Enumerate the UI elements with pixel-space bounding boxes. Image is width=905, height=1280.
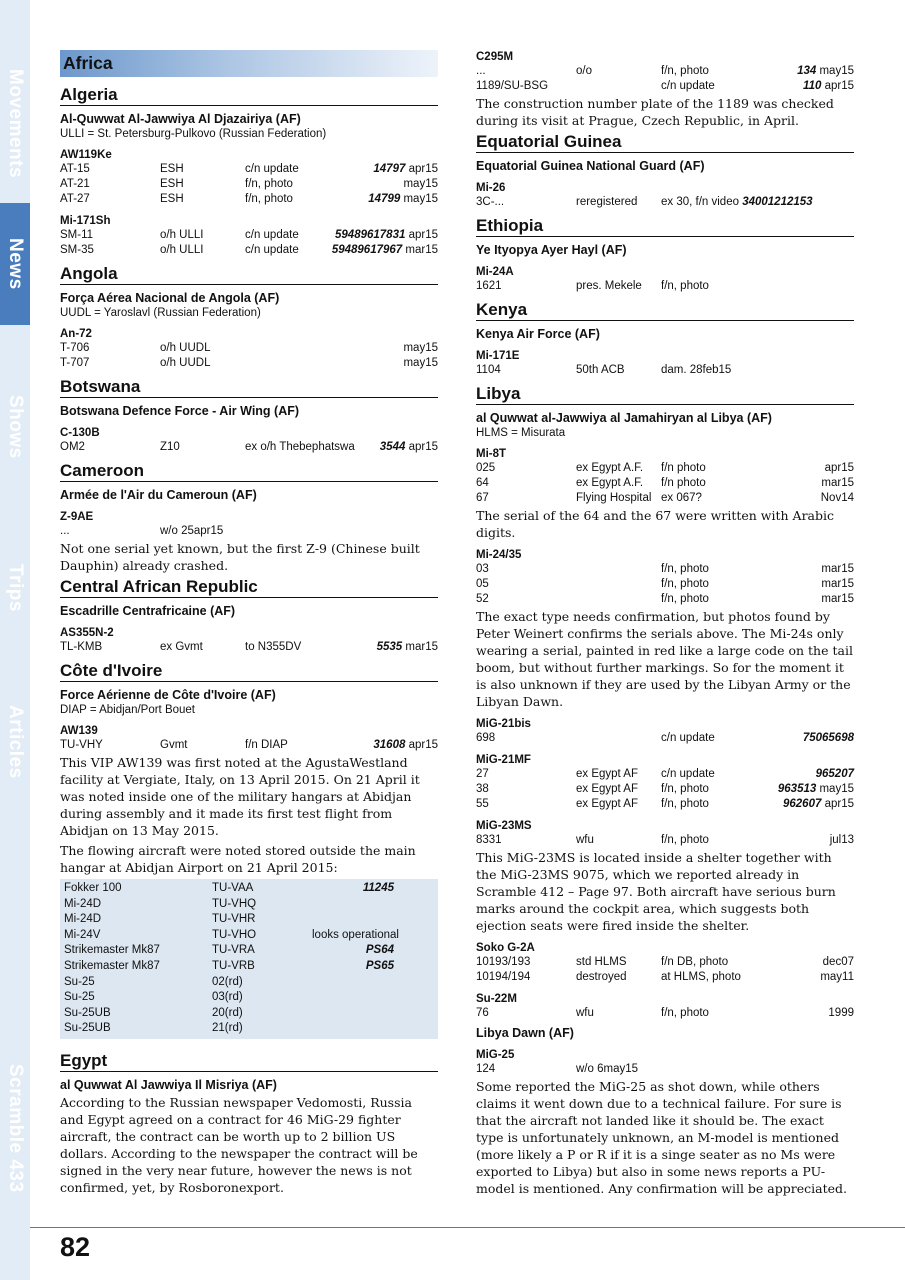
unit-heading: Libya Dawn (AF): [476, 1026, 574, 1040]
field-status: ex Egypt AF: [576, 768, 639, 780]
record-row: [476, 562, 854, 577]
serial: 1189/SU-BSG: [476, 80, 549, 92]
region-heading: Africa: [60, 50, 438, 77]
serial: 52: [476, 593, 489, 605]
country-heading: Equatorial Guinea: [476, 132, 854, 153]
serial: T-707: [60, 357, 90, 369]
stored-type: Su-25UB: [64, 1006, 111, 1019]
serial: 76: [476, 1007, 489, 1019]
sidebar: [0, 0, 30, 1280]
country-heading: Libya: [476, 384, 854, 405]
cn-date: [332, 243, 438, 258]
country-heading: Algeria: [60, 85, 438, 106]
field-status: destroyed: [576, 971, 627, 983]
cn-date: [335, 228, 438, 243]
stored-reg: TU-VRB: [212, 959, 255, 972]
field-status: ex Egypt AF: [576, 783, 639, 795]
aircraft-type: Mi-8T: [476, 448, 507, 460]
serial: 698: [476, 732, 496, 744]
field-note: f/n photo: [661, 462, 706, 474]
date: may15: [819, 65, 854, 77]
field-status: o/h ULLI: [160, 229, 204, 241]
unit-heading: Força Aérea Nacional de Angola (AF): [60, 291, 280, 305]
date: 1999: [828, 1007, 854, 1019]
tab-articles[interactable]: Articles: [5, 705, 26, 779]
tab-shows[interactable]: Shows: [5, 395, 26, 459]
field-note: c/n update: [245, 244, 299, 256]
construction-number: 134: [797, 65, 817, 77]
field-status: pres. Mekele: [576, 280, 642, 292]
aircraft-type: AS355N-2: [60, 627, 114, 639]
record-row: [60, 228, 438, 243]
field-note: c/n update: [245, 163, 299, 175]
date: may15: [819, 783, 854, 795]
construction-number: 14799: [368, 193, 401, 205]
country-heading: Kenya: [476, 300, 854, 321]
record-row: [476, 491, 854, 506]
record-row: [476, 955, 854, 970]
field-status: wfu: [576, 1007, 594, 1019]
serial: 67: [476, 492, 489, 504]
right-column: [476, 50, 854, 1200]
serial: 3C-...: [476, 196, 505, 208]
stored-reg: 02(rd): [212, 975, 243, 988]
unit-heading: Force Aérienne de Côte d'Ivoire (AF): [60, 688, 276, 702]
record-row: [60, 524, 438, 539]
cn-date: [377, 640, 438, 655]
construction-number: 31608: [373, 739, 406, 751]
field-note: f/n, photo: [661, 1007, 709, 1019]
date: apr15: [824, 80, 854, 92]
cn-date: [783, 797, 854, 812]
date: apr15: [824, 462, 854, 474]
field-note: f/n, photo: [661, 578, 709, 590]
construction-number: 14797: [373, 163, 406, 175]
cn-date: [821, 577, 854, 592]
field-status: Z10: [160, 441, 180, 453]
base-code: UUDL = Yaroslavl (Russian Federation): [60, 307, 261, 319]
date: jul13: [829, 834, 854, 846]
aircraft-type: Soko G-2A: [476, 942, 535, 954]
field-note: f/n, photo: [245, 193, 293, 205]
record-row: [476, 797, 854, 812]
record-row: [476, 782, 854, 797]
stored-reg: TU-VHQ: [212, 897, 257, 910]
aircraft-type: An-72: [60, 328, 92, 340]
field-note: f/n, photo: [661, 593, 709, 605]
country-heading: Egypt: [60, 1051, 438, 1072]
record-row: [476, 279, 854, 294]
country-heading: Côte d'Ivoire: [60, 661, 438, 682]
construction-number: 59489617831: [335, 229, 406, 241]
record-row: [476, 79, 854, 94]
body-text: This VIP AW139 was first noted at the AgustaWestland facility at Vergiate, Italy, on 13 April 2015. On 21 April it was noted inside one of the military hangars at Abidjan during assembly and it made its first test flight from Abidjan on 13 May 2015.: [60, 755, 420, 838]
field-status: Flying Hospital: [576, 492, 652, 504]
cn-date: [403, 177, 438, 192]
date: apr15: [408, 229, 438, 241]
serial: 10193/193: [476, 956, 531, 968]
stored-reg: 03(rd): [212, 991, 243, 1004]
aircraft-type: AW139: [60, 725, 98, 737]
field-status: ESH: [160, 178, 184, 190]
field-note: f/n, photo: [661, 783, 709, 795]
field-note: f/n, photo: [245, 178, 293, 190]
field-status: ex Egypt A.F.: [576, 477, 644, 489]
date: mar15: [821, 593, 854, 605]
cn-date: [821, 476, 854, 491]
unit-heading: Escadrille Centrafricaine (AF): [60, 604, 236, 618]
base-code: DIAP = Abidjan/Port Bouet: [60, 704, 196, 716]
field-note: f/n, photo: [661, 563, 709, 575]
aircraft-type: C-130B: [60, 427, 100, 439]
cn-date: [373, 738, 438, 753]
tab-scramble-433[interactable]: Scramble 433: [5, 1063, 26, 1193]
aircraft-type: Mi-171E: [476, 350, 520, 362]
serial: 64: [476, 477, 489, 489]
aircraft-type: Mi-24A: [476, 266, 514, 278]
record-row: [476, 833, 854, 848]
stored-type: Mi-24V: [64, 928, 101, 941]
aircraft-type: MiG-21MF: [476, 754, 531, 766]
serial: 55: [476, 798, 489, 810]
stored-aircraft-box: [60, 879, 438, 1039]
body-text: This MiG-23MS is located inside a shelter together with the MiG-23MS 9075, which we reported already in Scramble 412 – Page 97. Both aircraft have serious burn marks around the cockpit area, which suggests both ejection seats were fired inside the shelter.: [476, 850, 836, 933]
date: mar15: [405, 641, 438, 653]
aircraft-type: MiG-23MS: [476, 820, 532, 832]
stored-type: Strikemaster Mk87: [64, 944, 160, 957]
date: mar15: [821, 563, 854, 575]
unit-heading: Kenya Air Force (AF): [476, 327, 600, 341]
date: may11: [820, 971, 854, 983]
stored-row: [64, 928, 434, 944]
serial: ...: [60, 525, 70, 537]
serial: 8331: [476, 834, 502, 846]
field-note: ex 30, f/n video: [661, 196, 739, 208]
field-note: c/n update: [661, 80, 715, 92]
date: apr15: [408, 163, 438, 175]
date: may15: [403, 193, 438, 205]
cn-date: [823, 955, 854, 970]
cn-date: [403, 341, 438, 356]
body-text: The construction number plate of the 1189 was checked during its visit at Prague, Czech Republic, in April.: [476, 96, 834, 128]
cn-date: [797, 64, 854, 79]
stored-type: Mi-24D: [64, 913, 102, 926]
serial: 05: [476, 578, 489, 590]
field-note: f/n, photo: [661, 834, 709, 846]
record-row: [476, 195, 854, 210]
footer-rule: [30, 1227, 905, 1228]
aircraft-type: Su-22M: [476, 993, 517, 1005]
stored-type: Su-25: [64, 975, 95, 988]
record-row: [476, 731, 854, 746]
aircraft-type: MiG-25: [476, 1049, 515, 1061]
country-heading: Botswana: [60, 377, 438, 398]
record-row: [476, 592, 854, 607]
construction-number: 34001212153: [742, 196, 813, 208]
country-heading: Ethiopia: [476, 216, 854, 237]
date: may15: [403, 342, 438, 354]
record-row: [60, 440, 438, 455]
date: may15: [403, 178, 438, 190]
construction-number: 963513: [777, 783, 817, 795]
record-row: [476, 476, 854, 491]
unit-heading: Al-Quwwat Al-Jawwiya Al Djazairiya (AF): [60, 112, 301, 126]
cn-date: [816, 767, 854, 782]
field-status: o/h UUDL: [160, 357, 211, 369]
date: mar15: [405, 244, 438, 256]
date: mar15: [821, 578, 854, 590]
cn-date: [828, 1006, 854, 1021]
cn-date: [403, 356, 438, 371]
field-note: dam. 28feb15: [661, 364, 732, 376]
construction-number: 59489617967: [331, 244, 403, 256]
field-status: std HLMS: [576, 956, 627, 968]
record-row: [60, 177, 438, 192]
serial: 025: [476, 462, 496, 474]
aircraft-type: Mi-171Sh: [60, 215, 111, 227]
stored-note: looks operational: [312, 928, 399, 941]
cn-date: [830, 833, 854, 848]
field-note: f/n photo: [661, 477, 706, 489]
stored-row: [64, 1021, 434, 1037]
body-text: Not one serial yet known, but the first Z-9 (Chinese built Dauphin) already crashed.: [60, 541, 420, 573]
stored-row: [64, 990, 434, 1006]
field-note: f/n DB, photo: [661, 956, 729, 968]
serial: 03: [476, 563, 489, 575]
aircraft-type: MiG-21bis: [476, 718, 531, 730]
cn-date: [803, 79, 854, 94]
serial: SM-35: [60, 244, 94, 256]
cn-date: [380, 440, 438, 455]
stored-note: PS64: [365, 944, 394, 957]
stored-reg: TU-VRA: [212, 944, 255, 957]
construction-number: 5535: [376, 641, 403, 653]
cn-date: [778, 782, 854, 797]
serial: 38: [476, 783, 489, 795]
country-heading: Angola: [60, 264, 438, 285]
date: Nov14: [820, 492, 854, 504]
unit-heading: al Quwwat al-Jawwiya al Jamahiryan al Libya (AF): [476, 411, 772, 425]
stored-row: [64, 881, 434, 897]
cn-date: [368, 192, 438, 207]
country-heading: Cameroon: [60, 461, 438, 482]
aircraft-type: AW119Ke: [60, 149, 112, 161]
field-note: f/n, photo: [661, 65, 709, 77]
serial: SM-11: [60, 229, 94, 241]
tab-movements[interactable]: Movements: [5, 69, 26, 179]
field-status: o/h UUDL: [160, 342, 211, 354]
stored-row: [64, 897, 434, 913]
left-column: [60, 50, 438, 1199]
field-status: ex Gvmt: [160, 641, 203, 653]
date: apr15: [408, 441, 438, 453]
serial: 1621: [476, 280, 502, 292]
page-number: 82: [60, 1232, 91, 1262]
field-note: f/n, photo: [661, 280, 709, 292]
field-note: ex 067?: [661, 492, 702, 504]
record-row: [60, 738, 438, 753]
stored-reg: 21(rd): [212, 1022, 243, 1035]
serial: 10194/194: [476, 971, 531, 983]
serial: AT-15: [60, 163, 90, 175]
field-status: o/h ULLI: [160, 244, 204, 256]
serial: TL-KMB: [60, 641, 103, 653]
body-text: According to the Russian newspaper Vedomosti, Russia and Egypt agreed on a contract for 46 MiG-29 fighter aircraft, the contract can be worth up to 2 billion US dollars. According to the newspaper the contract will be signed in the very near future, however the news is not confirmed, yet, by Rosboronexport.: [60, 1094, 418, 1195]
field-status: reregistered: [576, 196, 638, 208]
construction-number: 75065698: [802, 732, 854, 744]
field-note: f/n DIAP: [245, 739, 288, 751]
date: may15: [403, 357, 438, 369]
serial: 1104: [476, 364, 501, 376]
serial: ...: [476, 65, 486, 77]
body-text: The exact type needs confirmation, but photos found by Peter Weinert confirms the serials above. The Mi-24s only wearing a serial, painted in red like a large code on the tail boom, but without further markings. So for the moment it is also unknown if they are used by the Libyan Army or the Libyan Dawn.: [476, 609, 853, 709]
date: dec07: [822, 956, 854, 968]
field-status: o/o: [576, 65, 592, 77]
record-row: [60, 640, 438, 655]
stored-note: PS65: [365, 959, 394, 972]
field-status: ex Egypt A.F.: [576, 462, 644, 474]
body-text: The serial of the 64 and the 67 were written with Arabic digits.: [476, 508, 835, 540]
aircraft-type: Z-9AE: [60, 511, 94, 523]
record-row: [60, 192, 438, 207]
field-status: ESH: [160, 193, 184, 205]
stored-reg: TU-VHO: [212, 928, 257, 941]
record-row: [476, 363, 854, 378]
cn-date: [821, 491, 854, 506]
field-status: ESH: [160, 163, 184, 175]
serial: T-706: [60, 342, 90, 354]
field-status: wfu: [576, 834, 594, 846]
stored-type: Mi-24D: [64, 897, 102, 910]
construction-number: 110: [803, 80, 822, 92]
construction-number: 965207: [815, 768, 854, 780]
record-row: [476, 461, 854, 476]
stored-reg: TU-VAA: [212, 882, 254, 894]
cn-date: [821, 562, 854, 577]
country-heading: Central African Republic: [60, 577, 438, 598]
record-row: [476, 970, 854, 985]
stored-row: [64, 959, 434, 975]
base-code: HLMS = Misurata: [476, 427, 566, 439]
field-note: ex o/h Thebephatswa: [245, 441, 355, 453]
serial: TU-VHY: [60, 739, 103, 751]
serial: AT-21: [60, 178, 90, 190]
base-code: ULLI = St. Petersburg-Pulkovo (Russian Federation): [60, 128, 327, 140]
construction-number: 962607: [783, 798, 822, 810]
record-row: [476, 64, 854, 79]
cn-date: [821, 592, 854, 607]
aircraft-type: Mi-24/35: [476, 549, 522, 561]
date: apr15: [408, 739, 438, 751]
cn-date: [825, 461, 854, 476]
field-status: w/o 25apr15: [160, 525, 224, 537]
stored-type: Su-25: [64, 991, 95, 1004]
serial: AT-27: [60, 193, 90, 205]
field-note: c/n update: [661, 768, 715, 780]
unit-heading: Armée de l'Air du Cameroun (AF): [60, 488, 257, 502]
field-note: c/n update: [661, 732, 715, 744]
record-row: [476, 1006, 854, 1021]
tab-trips[interactable]: Trips: [5, 564, 26, 612]
unit-heading: al Quwwat Al Jawwiya Il Misriya (AF): [60, 1077, 277, 1092]
record-row: [60, 162, 438, 177]
stored-reg: 20(rd): [212, 1006, 243, 1019]
cn-date: [820, 970, 854, 985]
field-note: to N355DV: [245, 641, 302, 653]
stored-type: Su-25UB: [64, 1022, 111, 1035]
stored-note: 11245: [362, 882, 394, 894]
serial: OM2: [60, 441, 85, 453]
aircraft-type: C295M: [476, 51, 514, 63]
stored-row: [64, 943, 434, 959]
cn-date: [373, 162, 438, 177]
serial: 27: [476, 768, 489, 780]
unit-heading: Botswana Defence Force - Air Wing (AF): [60, 404, 300, 418]
stored-type: Strikemaster Mk87: [64, 959, 160, 972]
field-status: 50th ACB: [576, 364, 625, 376]
field-note: c/n update: [245, 229, 299, 241]
field-note: at HLMS, photo: [661, 971, 741, 983]
record-row: [476, 767, 854, 782]
unit-heading: Ye Ityopya Ayer Hayl (AF): [476, 243, 627, 257]
unit-heading: Equatorial Guinea National Guard (AF): [476, 159, 705, 173]
tab-news[interactable]: News: [0, 203, 30, 325]
construction-number: 3544: [379, 441, 406, 453]
cn-date: [803, 731, 854, 746]
stored-type: Fokker 100: [64, 882, 122, 894]
aircraft-type: Mi-26: [476, 182, 506, 194]
date: mar15: [821, 477, 854, 489]
date: apr15: [824, 798, 854, 810]
record-row: [476, 577, 854, 592]
stored-row: [64, 1006, 434, 1022]
body-text: The flowing aircraft were noted stored outside the main hangar at Abidjan Airport on 21 April 2015:: [60, 843, 416, 875]
serial: 124: [476, 1063, 496, 1075]
field-note: f/n, photo: [661, 798, 709, 810]
stored-row: [64, 912, 434, 928]
stored-row: [64, 975, 434, 991]
field-status: Gvmt: [160, 739, 188, 751]
field-status: w/o 6may15: [576, 1063, 639, 1075]
record-row: [60, 341, 438, 356]
record-row: [476, 1062, 854, 1077]
field-status: ex Egypt AF: [576, 798, 639, 810]
body-text: Some reported the MiG-25 as shot down, while others claims it went down due to a technical failure. For sure is that the aircraft not landed like it should be. The exact type is unfortunately unknown, an M-model is mentioned (more likely a P or R if it is a singe seater as no Ms were exported to Libya) but also in some news reports a PU-model is mentioned. Any confirmation will be appreciated.: [476, 1079, 847, 1196]
record-row: [60, 243, 438, 258]
stored-reg: TU-VHR: [212, 913, 256, 926]
record-row: [60, 356, 438, 371]
